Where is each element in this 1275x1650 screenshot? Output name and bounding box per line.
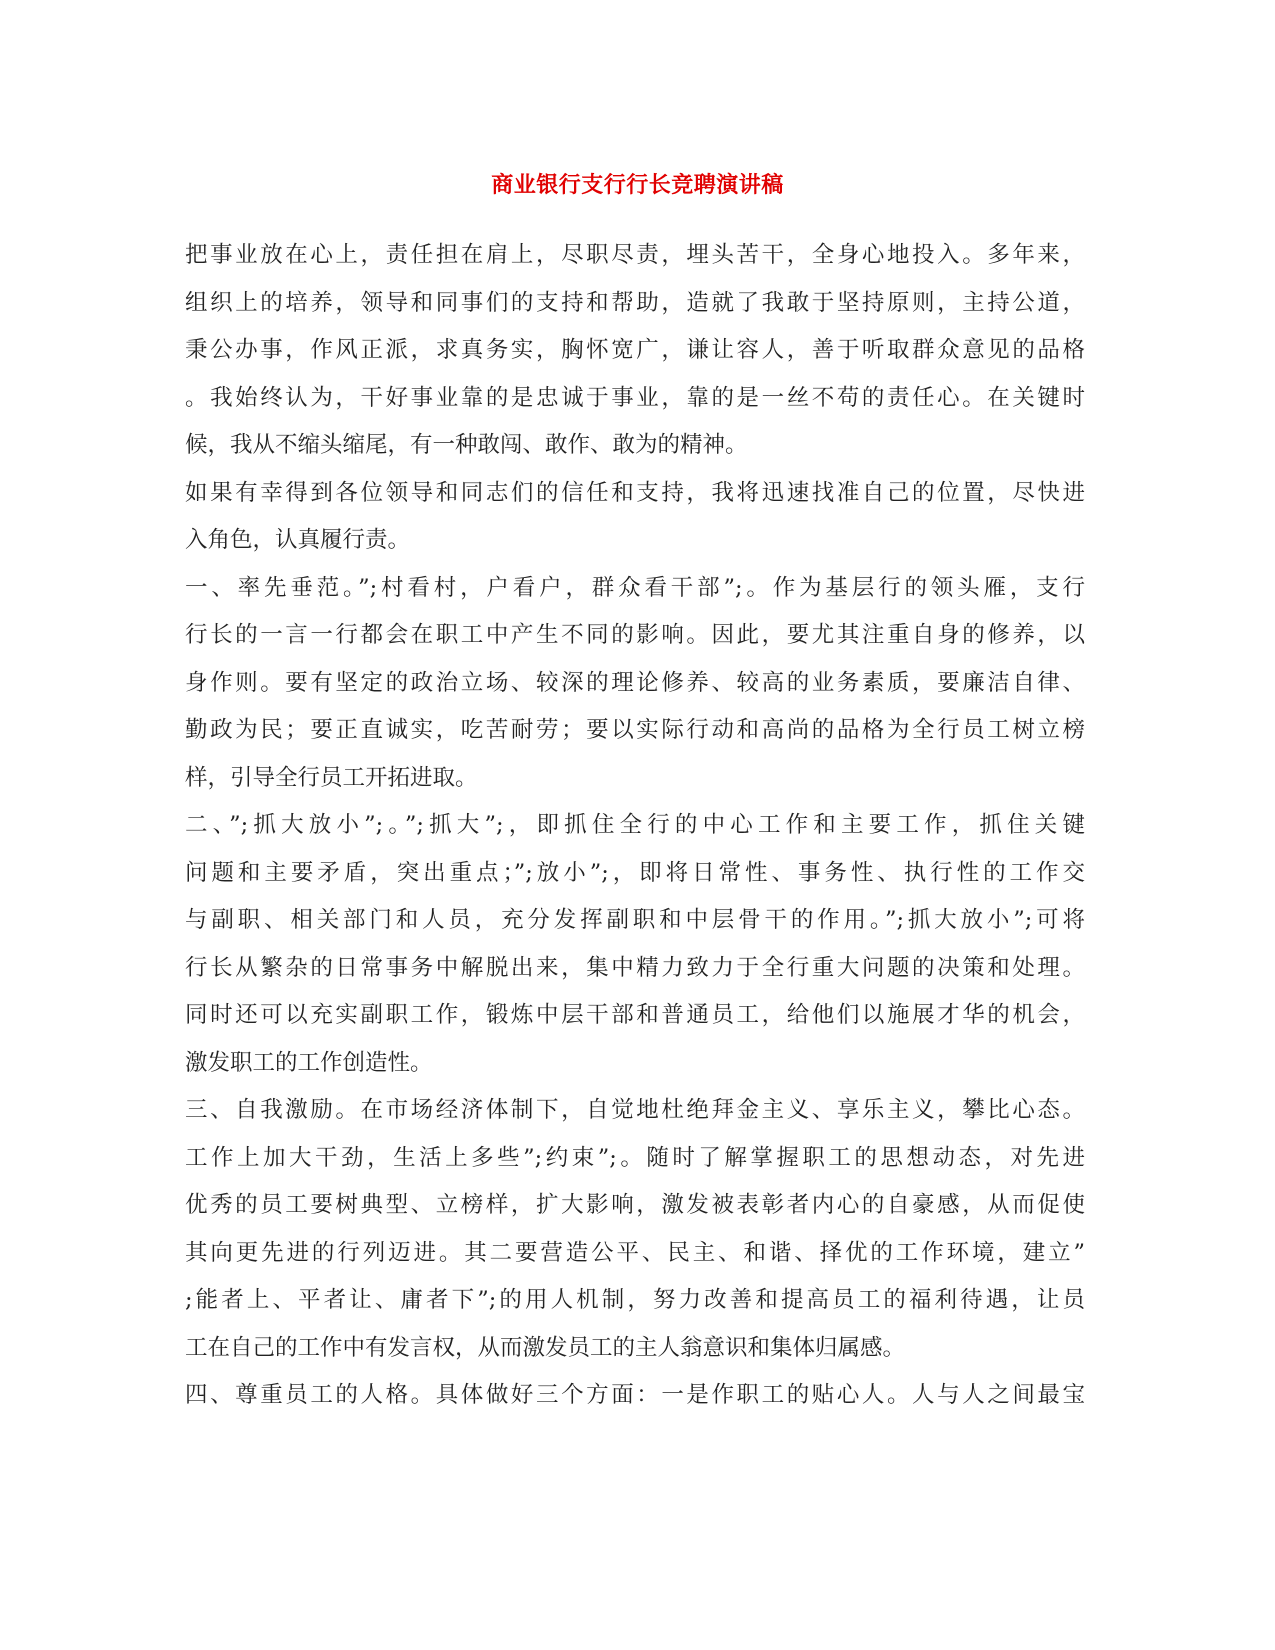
body-line: 如果有幸得到各位领导和同志们的信任和支持，我将迅速找准自己的位置，尽快进 — [185, 479, 1085, 506]
body-line: 问题和主要矛盾，突出重点；”;放小”;，即将日常性、事务性、执行性的工作交 — [185, 859, 1085, 886]
body-line: 四、尊重员工的人格。具体做好三个方面：一是作职工的贴心人。人与人之间最宝 — [185, 1382, 1085, 1408]
body-line: 勤政为民；要正直诚实，吃苦耐劳；要以实际行动和高尚的品格为全行员工树立榜 — [185, 717, 1085, 743]
body-line: 组织上的培养，领导和同事们的支持和帮助，造就了我敢于坚持原则，主持公道， — [185, 289, 1085, 316]
document-body — [185, 232, 1085, 1420]
body-line: 把事业放在心上，责任担在肩上，尽职尽责，埋头苦干，全身心地投入。多年来， — [185, 242, 1085, 268]
body-line: 一、率先垂范。”;村看村，户看户，群众看干部”;。作为基层行的领头雁，支行 — [185, 574, 1085, 601]
body-line: 身作则。要有坚定的政治立场、较深的理论修养、较高的业务素质，要廉洁自律、 — [185, 669, 1085, 696]
body-line: 工作上加大干劲，生活上多些”;约束”;。随时了解掌握职工的思想动态，对先进 — [185, 1144, 1085, 1171]
body-line: 二、”;抓大放小”;。”;抓大”;，即抓住全行的中心工作和主要工作，抓住关键 — [185, 812, 1085, 838]
body-line: 工在自己的工作中有发言权，从而激发员工的主人翁意识和集体归属感。 — [185, 1334, 906, 1361]
body-line: 入角色，认真履行责。 — [185, 527, 411, 553]
body-line: 优秀的员工要树典型、立榜样，扩大影响，激发被表彰者内心的自豪感，从而促使 — [185, 1192, 1085, 1218]
body-line: 样，引导全行员工开拓进取。 — [185, 764, 478, 791]
body-line: 三、自我激励。在市场经济体制下，自觉地杜绝拜金主义、享乐主义，攀比心态。 — [185, 1097, 1085, 1123]
body-line: ;能者上、平者让、庸者下”;的用人机制，努力改善和提高员工的福利待遇，让员 — [185, 1287, 1085, 1313]
body-line: 行长从繁杂的日常事务中解脱出来，集中精力致力于全行重大问题的决策和处理。 — [185, 954, 1085, 981]
body-line: 其向更先进的行列迈进。其二要营造公平、民主、和谐、择优的工作环境，建立” — [185, 1239, 1085, 1266]
body-line: 候，我从不缩头缩尾，有一种敢闯、敢作、敢为的精神。 — [185, 432, 748, 458]
body-line: 激发职工的工作创造性。 — [185, 1049, 433, 1076]
body-line: 秉公办事，作风正派，求真务实，胸怀宽广，谦让容人，善于听取群众意见的品格 — [185, 337, 1085, 363]
body-line: 同时还可以充实副职工作，锻炼中层干部和普通员工，给他们以施展才华的机会， — [185, 1002, 1085, 1028]
body-line: 。我始终认为，干好事业靠的是忠诚于事业，靠的是一丝不苟的责任心。在关键时 — [185, 384, 1085, 411]
body-line: 行长的一言一行都会在职工中产生不同的影响。因此，要尤其注重自身的修养，以 — [185, 622, 1085, 648]
document-title: 商业银行支行行长竞聘演讲稿 — [491, 172, 784, 198]
body-line: 与副职、相关部门和人员，充分发挥副职和中层骨干的作用。”;抓大放小”;可将 — [185, 907, 1085, 933]
